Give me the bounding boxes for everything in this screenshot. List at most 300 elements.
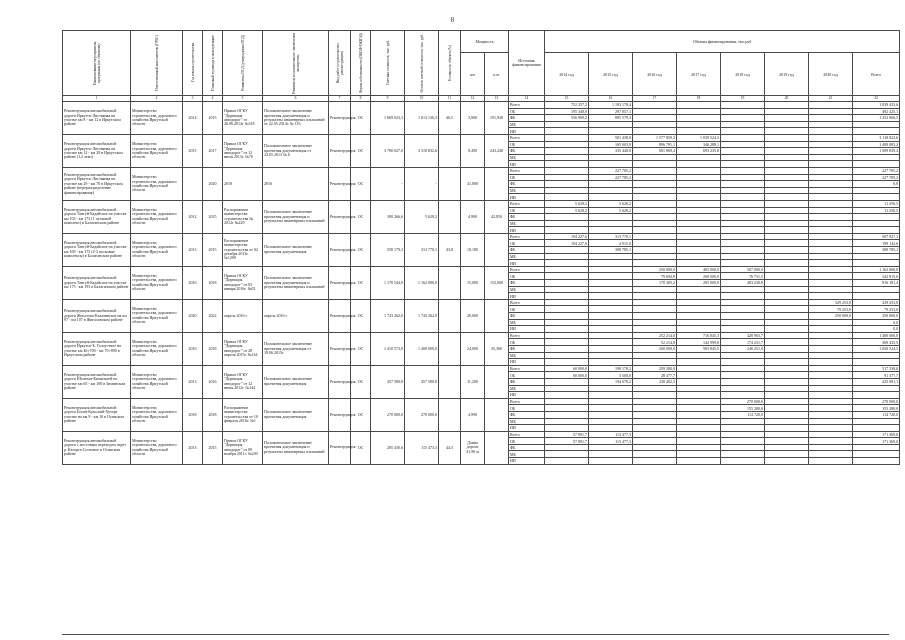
funding-value xyxy=(765,128,809,135)
object-cost: 558 179,3 xyxy=(371,233,405,266)
funding-value xyxy=(809,253,853,260)
funding-value xyxy=(677,115,721,122)
funding-value xyxy=(809,260,853,267)
funding-value xyxy=(633,431,677,438)
funding-value xyxy=(677,102,721,109)
funding-value xyxy=(677,405,721,412)
funding-value xyxy=(809,108,853,115)
funding-value xyxy=(765,214,809,221)
funding-value xyxy=(809,345,853,352)
funding-total: 11 256,5 xyxy=(853,207,900,214)
funding-value xyxy=(721,161,765,168)
funding-value xyxy=(677,227,721,234)
funding-source: ИИ xyxy=(509,293,545,300)
funding-total: 342 815,6 xyxy=(853,273,900,280)
object-capacity-sqm xyxy=(485,233,509,266)
funding-value xyxy=(677,260,721,267)
object-executor: Министерство строительства, дорожного хозяйства Иркутской области xyxy=(131,365,183,398)
column-number: 16 xyxy=(589,96,633,102)
object-remaining: 313 770,1 xyxy=(405,233,439,266)
funding-value xyxy=(545,444,589,451)
funding-value xyxy=(545,392,589,399)
funding-source: ОБ xyxy=(509,438,545,445)
object-name: Реконструкция автомобильной дороги Тангуй-Бадайское на участке км 175 - км 193 в Балаганском районе xyxy=(63,266,131,299)
funding-value: 52 214,0 xyxy=(633,339,677,346)
funding-value xyxy=(765,134,809,141)
funding-value xyxy=(721,181,765,188)
object-executor: Министерство строительства, дорожного хозяйства Иркутской области xyxy=(131,134,183,167)
object-capacity-sqm xyxy=(485,299,509,332)
funding-total: 308 785,1 xyxy=(853,247,900,254)
object-cost: 3 780 027,0 xyxy=(371,134,405,167)
object-okved: ОС xyxy=(351,134,371,167)
funding-source: Всего xyxy=(509,332,545,339)
header-year: 2015 год xyxy=(589,53,633,96)
funding-value xyxy=(765,161,809,168)
funding-source: ОБ xyxy=(509,108,545,115)
funding-value: 5 628,2 xyxy=(545,200,589,207)
funding-value xyxy=(721,385,765,392)
funding-value: 174 231,7 xyxy=(721,339,765,346)
column-number: 18 xyxy=(677,96,721,102)
funding-total: 250 000,0 xyxy=(853,313,900,320)
funding-value xyxy=(545,398,589,405)
funding-value: 250 000,0 xyxy=(633,266,677,273)
object-expertise: 2016 xyxy=(263,167,329,200)
object-start-year: 2013 xyxy=(183,431,203,464)
funding-source: МБ xyxy=(509,286,545,293)
funding-source: Всего xyxy=(509,167,545,174)
funding-value xyxy=(809,154,853,161)
column-number: 19 xyxy=(721,96,765,102)
object-expertise: Положительное заключение проектная документация и результаты инженерных изысканий xyxy=(263,200,329,233)
funding-value xyxy=(633,392,677,399)
funding-value xyxy=(633,352,677,359)
funding-total xyxy=(853,458,900,465)
header-funding: Объемы финансирования, тыс.руб xyxy=(545,31,900,53)
funding-value xyxy=(765,227,809,234)
funding-value: 483 230,8 xyxy=(721,280,765,287)
funding-value xyxy=(765,352,809,359)
funding-value xyxy=(765,121,809,128)
funding-value xyxy=(765,345,809,352)
funding-value xyxy=(765,115,809,122)
object-start-year: 2014 xyxy=(183,102,203,135)
column-number: 12 xyxy=(461,96,485,102)
funding-value xyxy=(545,134,589,141)
funding-source: ОБ xyxy=(509,372,545,379)
funding-value xyxy=(765,293,809,300)
object-capacity-km: 41,800 xyxy=(461,167,485,200)
funding-value xyxy=(677,458,721,465)
object-kind: Реконструкция xyxy=(329,299,351,332)
funding-value xyxy=(809,240,853,247)
funding-value: 259 280,0 xyxy=(633,365,677,372)
funding-value xyxy=(633,233,677,240)
funding-value xyxy=(721,108,765,115)
funding-value xyxy=(809,352,853,359)
funding-total xyxy=(853,121,900,128)
funding-value xyxy=(677,121,721,128)
object-remaining: 1 162 000,0 xyxy=(405,266,439,299)
object-capacity-sqm: 243,240 xyxy=(485,134,509,167)
column-number: 21 xyxy=(809,96,853,102)
funding-value xyxy=(809,187,853,194)
object-psd: Приказ ОГКУ "Дирекция автодорог" от 09 ноября 2011г. №230 xyxy=(223,431,263,464)
funding-value: 405 000,0 xyxy=(677,266,721,273)
funding-value xyxy=(765,458,809,465)
funding-total: 171 369,0 xyxy=(853,438,900,445)
header-executor: Ответственный исполнитель (ГРБС) xyxy=(131,31,183,96)
funding-value xyxy=(545,260,589,267)
funding-source: Всего xyxy=(509,134,545,141)
funding-value xyxy=(545,299,589,306)
funding-value: 113 477,3 xyxy=(589,438,633,445)
funding-value xyxy=(589,392,633,399)
column-number: 8 xyxy=(351,96,371,102)
funding-value xyxy=(633,214,677,221)
funding-value xyxy=(677,313,721,320)
header-capacity: Мощность xyxy=(461,31,509,53)
funding-value xyxy=(721,214,765,221)
object-okved: ОС xyxy=(351,167,371,200)
funding-value xyxy=(765,194,809,201)
funding-value xyxy=(545,273,589,280)
funding-value xyxy=(633,306,677,313)
funding-value xyxy=(677,378,721,385)
funding-value xyxy=(633,247,677,254)
object-start-year: 2013 xyxy=(183,365,203,398)
object-capacity-sqm: 191,940 xyxy=(485,102,509,135)
column-number: 1 xyxy=(63,96,131,102)
object-executor: Министерство строительства, дорожного хозяйства Иркутской области xyxy=(131,398,183,431)
funding-total: 369 435,5 xyxy=(853,339,900,346)
funding-value xyxy=(589,326,633,333)
funding-value xyxy=(809,431,853,438)
object-expertise: апрель 2016 г xyxy=(263,299,329,332)
funding-value xyxy=(809,141,853,148)
funding-value: 752 257,2 xyxy=(545,102,589,109)
object-end-year: 2015 xyxy=(203,200,223,233)
funding-value xyxy=(589,128,633,135)
funding-value xyxy=(589,345,633,352)
funding-value xyxy=(545,313,589,320)
object-end-year: 2015 xyxy=(203,233,223,266)
funding-value xyxy=(633,108,677,115)
object-kind: Реконструкция xyxy=(329,102,351,135)
object-name: Реконструкция автомобильной дороги Жигалово-Казачинское на км 97 - км 107 в Жигаловском районе xyxy=(63,299,131,332)
header-cost: Сметная стоимость, тыс. руб. xyxy=(371,31,405,96)
funding-total: 227 785,2 xyxy=(853,174,900,181)
object-start-year: 2013 xyxy=(183,233,203,266)
funding-value xyxy=(633,207,677,214)
funding-value xyxy=(721,378,765,385)
funding-value xyxy=(545,359,589,366)
funding-value xyxy=(545,332,589,339)
funding-value xyxy=(809,247,853,254)
table-row xyxy=(63,332,900,339)
funding-total xyxy=(853,214,900,221)
funding-value xyxy=(809,115,853,122)
funding-value xyxy=(809,425,853,432)
funding-value xyxy=(633,326,677,333)
funding-value xyxy=(545,293,589,300)
funding-value xyxy=(765,425,809,432)
funding-total xyxy=(853,227,900,234)
funding-value: 297 057,1 xyxy=(589,108,633,115)
funding-value: 4 915,0 xyxy=(589,240,633,247)
funding-value: 194 678,2 xyxy=(589,378,633,385)
funding-value xyxy=(545,385,589,392)
funding-value xyxy=(677,207,721,214)
object-end-year: 2020 xyxy=(203,167,223,200)
funding-value xyxy=(677,372,721,379)
funding-source: ФБ xyxy=(509,148,545,155)
funding-value xyxy=(633,240,677,247)
object-executor: Министерство строительства, дорожного хозяйства Иркутской области xyxy=(131,233,183,266)
funding-total xyxy=(853,418,900,425)
funding-value: 501 438,0 xyxy=(589,134,633,141)
funding-value: 346 288,1 xyxy=(677,141,721,148)
object-end-year: 2018 xyxy=(203,266,223,299)
funding-value xyxy=(809,392,853,399)
funding-value xyxy=(721,359,765,366)
object-name: Реконструкция автомобильной дороги Тангуй-Бадайское на участке км 169 - км 175 (2-3 пусковые комплексы) в Балаганском районе xyxy=(63,233,131,266)
object-capacity-km: Длина дороги 41,90 м xyxy=(461,431,485,464)
object-okved: ОС xyxy=(351,299,371,332)
funding-value xyxy=(545,405,589,412)
object-psd: Приказ ОГКУ "Дирекция автодорог" от 03 января 2016г. №01 xyxy=(223,266,263,299)
funding-value: 76 731,5 xyxy=(721,273,765,280)
object-expertise: Положительное заключение проектная документация xyxy=(263,365,329,398)
funding-value xyxy=(721,233,765,240)
funding-value xyxy=(809,280,853,287)
funding-value xyxy=(545,174,589,181)
funding-value xyxy=(633,313,677,320)
funding-value xyxy=(721,299,765,306)
object-remaining: 270 000,0 xyxy=(405,398,439,431)
column-number: 4 xyxy=(203,96,223,102)
funding-value xyxy=(589,418,633,425)
funding-value: 3 500,0 xyxy=(589,372,633,379)
funding-source: МБ xyxy=(509,385,545,392)
funding-value xyxy=(765,438,809,445)
column-number: 14 xyxy=(509,96,545,102)
object-name: Реконструкция автомобильной дороги с мостовым переходом через р. Каторга-Сосновое в Осинском районе xyxy=(63,431,131,464)
funding-value xyxy=(721,148,765,155)
funding-value: 335 440,0 xyxy=(589,148,633,155)
object-name: Реконструкция автомобильной дороги Иркутск-Б. Голоустное на участке км 46+700 - км 70+890 в Иркутском районе xyxy=(63,332,131,365)
funding-source: ФБ xyxy=(509,378,545,385)
funding-total: 3 118 822,6 xyxy=(853,134,900,141)
funding-value xyxy=(589,286,633,293)
object-end-year: 2018 xyxy=(203,332,223,365)
funding-value xyxy=(765,332,809,339)
funding-source: ФБ xyxy=(509,411,545,418)
funding-value xyxy=(765,326,809,333)
funding-value xyxy=(721,444,765,451)
object-remaining: 1 613 136,3 xyxy=(405,102,439,135)
funding-value xyxy=(545,451,589,458)
funding-total: 227 785,2 xyxy=(853,167,900,174)
object-kind: Реконструкция xyxy=(329,233,351,266)
object-okved: ОС xyxy=(351,365,371,398)
object-name: Реконструкция автомобильной дороги Тангуй-Бадайское на участке км 103 - км 173 (1 пусковой комплекс) в Балаганском районе xyxy=(63,200,131,233)
funding-value: 885 579,3 xyxy=(589,115,633,122)
funding-value xyxy=(589,332,633,339)
funding-value xyxy=(589,425,633,432)
funding-value xyxy=(765,174,809,181)
funding-value xyxy=(721,154,765,161)
object-end-year: 2018 xyxy=(203,398,223,431)
object-capacity-sqm xyxy=(485,431,509,464)
funding-value: 716 845,3 xyxy=(677,332,721,339)
funding-total xyxy=(853,359,900,366)
funding-value xyxy=(633,121,677,128)
funding-source: ИИ xyxy=(509,260,545,267)
object-end-year: 2017 xyxy=(203,134,223,167)
funding-value xyxy=(677,438,721,445)
funding-value xyxy=(545,425,589,432)
funding-value: 57 891,7 xyxy=(545,431,589,438)
funding-value xyxy=(677,293,721,300)
funding-value xyxy=(633,200,677,207)
object-executor: Министерство строительства, дорожного хозяйства Иркутской области xyxy=(131,299,183,332)
funding-value xyxy=(721,121,765,128)
funding-source: ИИ xyxy=(509,458,545,465)
funding-value xyxy=(765,431,809,438)
header-year: 2014 год xyxy=(545,53,589,96)
funding-value xyxy=(589,214,633,221)
funding-value xyxy=(721,194,765,201)
funding-value: 79 694,8 xyxy=(633,273,677,280)
funding-value xyxy=(809,359,853,366)
funding-value xyxy=(677,233,721,240)
object-psd: Приказ ОГКУ "Дирекция автодорог" от 28 апреля 2015г. №144 xyxy=(223,332,263,365)
funding-value xyxy=(677,286,721,293)
funding-value xyxy=(545,148,589,155)
funding-value xyxy=(721,458,765,465)
funding-source: Всего xyxy=(509,299,545,306)
funding-value xyxy=(765,148,809,155)
funding-source: ОБ xyxy=(509,306,545,313)
funding-value xyxy=(809,233,853,240)
funding-source: МБ xyxy=(509,451,545,458)
funding-value xyxy=(633,181,677,188)
object-remaining: 115 473,3 xyxy=(405,431,439,464)
funding-total xyxy=(853,194,900,201)
object-capacity-km: 24,000 xyxy=(461,332,485,365)
header-okved: Форма собственности (ОКОФ/ОКВЭД) xyxy=(351,31,371,96)
object-okved: ОС xyxy=(351,233,371,266)
funding-value xyxy=(677,174,721,181)
funding-value xyxy=(765,220,809,227)
object-kind: Реконструкция xyxy=(329,266,351,299)
object-okved: ОС xyxy=(351,332,371,365)
funding-value: 1 577 859,3 xyxy=(633,134,677,141)
funding-value xyxy=(633,359,677,366)
funding-value xyxy=(765,233,809,240)
funding-value: 195 348,0 xyxy=(545,108,589,115)
funding-value xyxy=(721,134,765,141)
funding-value xyxy=(589,319,633,326)
funding-value xyxy=(721,306,765,313)
funding-value xyxy=(677,411,721,418)
funding-value xyxy=(589,121,633,128)
object-cost: 270 000,0 xyxy=(371,398,405,431)
funding-value xyxy=(589,299,633,306)
funding-total: 79 253,0 xyxy=(853,306,900,313)
object-expertise: Положительное заключение проектная документация от 24.05.2013 № 6 xyxy=(263,134,329,167)
funding-value xyxy=(677,108,721,115)
funding-total xyxy=(853,154,900,161)
funding-value xyxy=(765,418,809,425)
object-end-year: 2022 xyxy=(203,299,223,332)
funding-value xyxy=(545,266,589,273)
column-number: 13 xyxy=(485,96,509,102)
funding-value: 205 000,0 xyxy=(677,280,721,287)
funding-source: МБ xyxy=(509,220,545,227)
funding-value: 198 178,2 xyxy=(589,365,633,372)
funding-value: 194 227,6 xyxy=(545,233,589,240)
funding-source: ИИ xyxy=(509,128,545,135)
funding-value xyxy=(721,431,765,438)
column-number: 17 xyxy=(633,96,677,102)
funding-value xyxy=(809,207,853,214)
object-capacity-km: 15,000 xyxy=(461,266,485,299)
funding-value xyxy=(677,385,721,392)
funding-source: ОБ xyxy=(509,339,545,346)
object-start-year: 2016 xyxy=(183,332,203,365)
object-okved: ОС xyxy=(351,398,371,431)
object-executor: Министерство строительства, дорожного хозяйства Иркутской области xyxy=(131,167,183,200)
object-expertise: Положительное заключение проектная документация и результаты инженерных изысканий xyxy=(263,431,329,464)
funding-value: 308 785,1 xyxy=(589,247,633,254)
funding-value: 250 000,0 xyxy=(809,313,853,320)
object-remaining: 3 318 832,6 xyxy=(405,134,439,167)
funding-value xyxy=(633,411,677,418)
funding-total: 91 377,7 xyxy=(853,372,900,379)
funding-value xyxy=(809,293,853,300)
funding-value xyxy=(633,444,677,451)
object-kind: Реконструкция xyxy=(329,431,351,464)
funding-value xyxy=(545,161,589,168)
funding-value xyxy=(809,326,853,333)
funding-value xyxy=(633,398,677,405)
column-number: 11 xyxy=(439,96,461,102)
funding-value xyxy=(589,352,633,359)
object-readiness xyxy=(439,167,461,200)
object-start-year: 2016 xyxy=(183,266,203,299)
funding-source: ОБ xyxy=(509,273,545,280)
column-number: 3 xyxy=(183,96,203,102)
funding-value xyxy=(589,458,633,465)
funding-value xyxy=(589,339,633,346)
funding-value: 5 628,2 xyxy=(545,207,589,214)
object-start-year: 2012 xyxy=(183,200,203,233)
funding-value xyxy=(545,352,589,359)
funding-source: ИИ xyxy=(509,425,545,432)
funding-value xyxy=(677,181,721,188)
funding-value xyxy=(589,161,633,168)
funding-value: 252 214,0 xyxy=(633,332,677,339)
object-remaining: 1 400 000,0 xyxy=(405,332,439,365)
funding-value xyxy=(633,253,677,260)
funding-value xyxy=(809,174,853,181)
funding-value xyxy=(765,266,809,273)
header-expertise: Реквизиты положительного заключения экспертизы xyxy=(263,31,329,96)
header-name: Наименование мероприятия, программы (по объектам) xyxy=(63,31,131,96)
